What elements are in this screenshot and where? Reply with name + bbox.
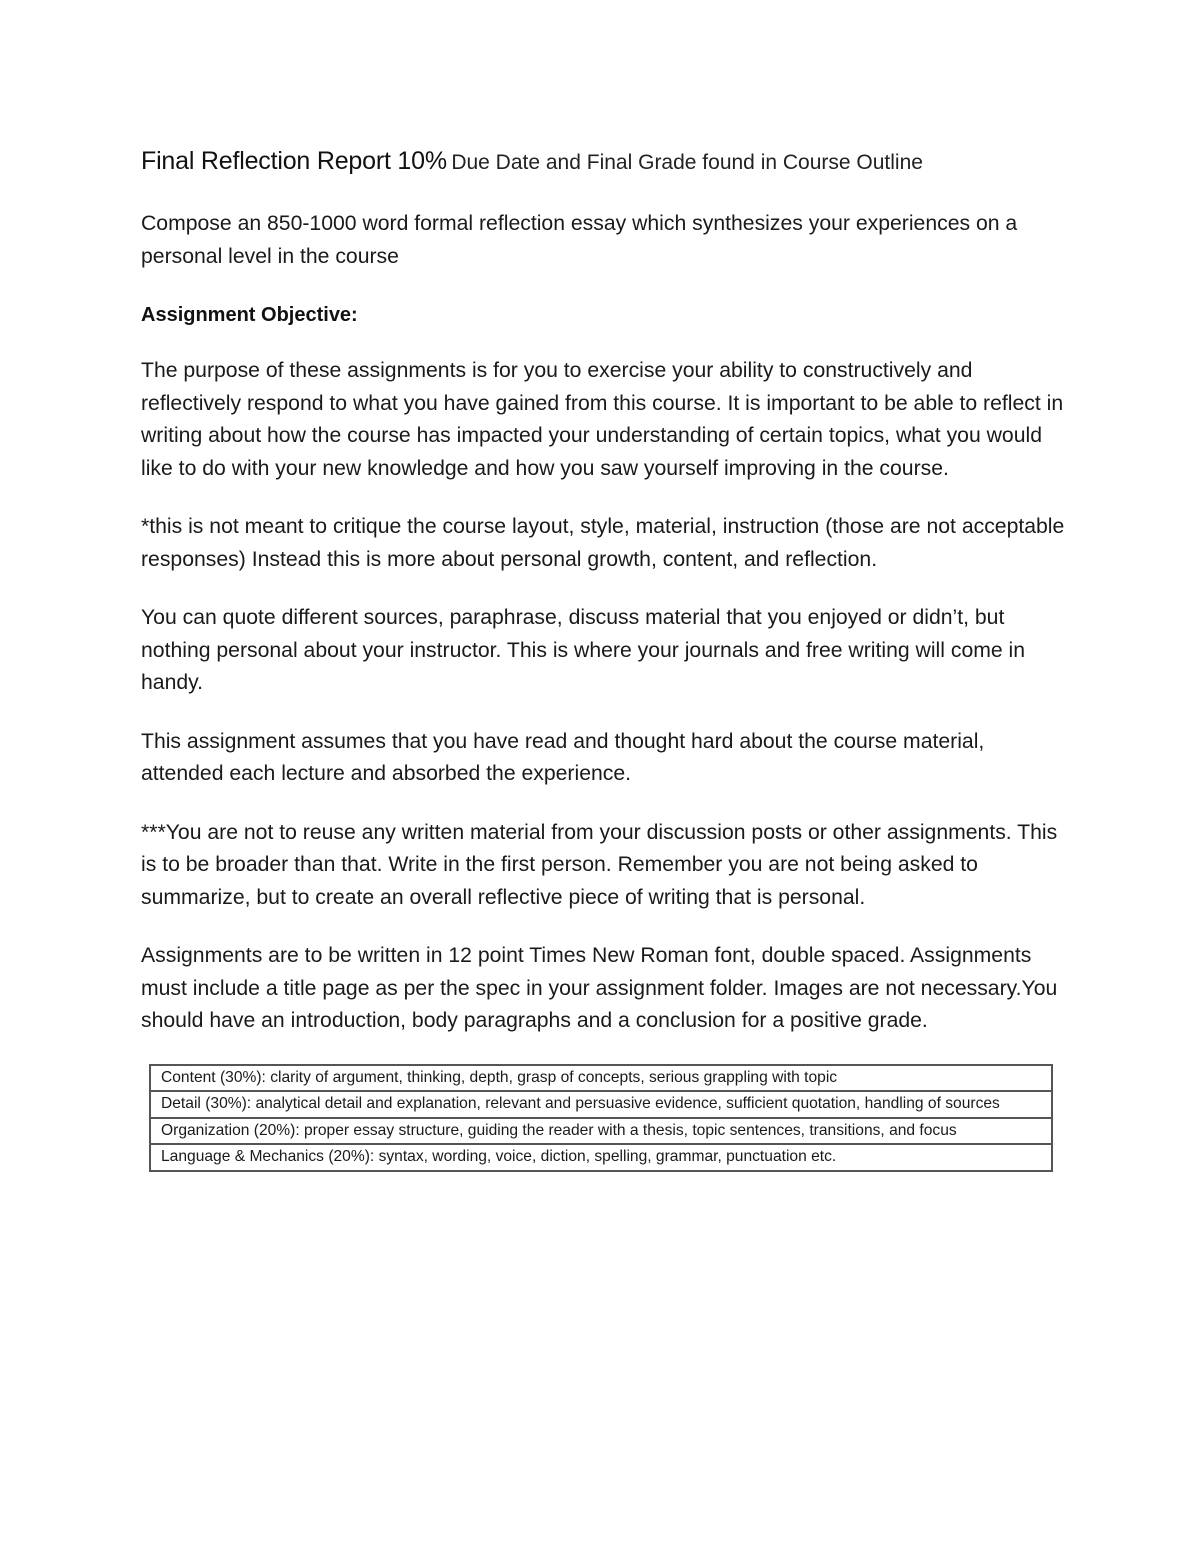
rubric-detail-cell: Detail (30%): analytical detail and explanation, relevant and persuasive evidence, sufficient quotation, handling of sources (150, 1091, 1052, 1118)
report-title: Final Reflection Report 10% (141, 147, 447, 175)
rubric-organization-cell: Organization (20%): proper essay structure, guiding the reader with a thesis, topic sentences, transitions, and focus (150, 1118, 1052, 1145)
critique-note-paragraph: *this is not meant to critique the course layout, style, material, instruction (those are not acceptable responses) Instead this is more about personal growth, content, and reflection. (141, 515, 1065, 571)
document-heading (141, 140, 1066, 186)
sources-paragraph: You can quote different sources, paraphrase, discuss material that you enjoyed or didn’t, but nothing personal about your instructor. This is where your journals and free writing will come in handy. (141, 606, 1026, 694)
table-row (150, 1118, 1052, 1145)
rubric-content-cell: Content (30%): clarity of argument, thinking, depth, grasp of concepts, serious grappling with topic (150, 1065, 1052, 1092)
document-page (141, 140, 1066, 1172)
formatting-paragraph: Assignments are to be written in 12 point Times New Roman font, double spaced. Assignments must include a title page as per the spec in your assignment folder. Images are not necessary.You should have an introduction, body paragraphs and a conclusion for a positive grade. (141, 944, 1058, 1032)
objective-heading: Assignment Objective: (141, 304, 358, 326)
reuse-warning-paragraph: ***You are not to reuse any written material from your discussion posts or other assignments. This is to be broader than that. Write in the first person. Remember you are not being asked to summarize, but to create an overall reflective piece of writing that is personal. (141, 820, 1058, 909)
assumption-paragraph: This assignment assumes that you have read and thought hard about the course material, attended each lecture and absorbed the experience. (141, 729, 985, 785)
due-date-note: Due Date and Final Grade found in Course Outline (451, 151, 923, 174)
table-row (150, 1144, 1052, 1171)
purpose-paragraph: The purpose of these assignments is for you to exercise your ability to constructively and reflectively respond to what you have gained from this course. It is important to be able to reflect in writing about how the course has impacted your understanding of certain topics, what you would like to do with your new knowledge and how you saw yourself improving in the course. (141, 359, 1064, 480)
grading-rubric-table (149, 1064, 1053, 1172)
rubric-language-cell: Language & Mechanics (20%): syntax, wording, voice, diction, spelling, grammar, punctuation etc. (150, 1144, 1052, 1171)
table-row (150, 1065, 1052, 1092)
intro-paragraph: Compose an 850-1000 word formal reflection essay which synthesizes your experiences on a personal level in the course (141, 212, 1018, 268)
table-row (150, 1091, 1052, 1118)
